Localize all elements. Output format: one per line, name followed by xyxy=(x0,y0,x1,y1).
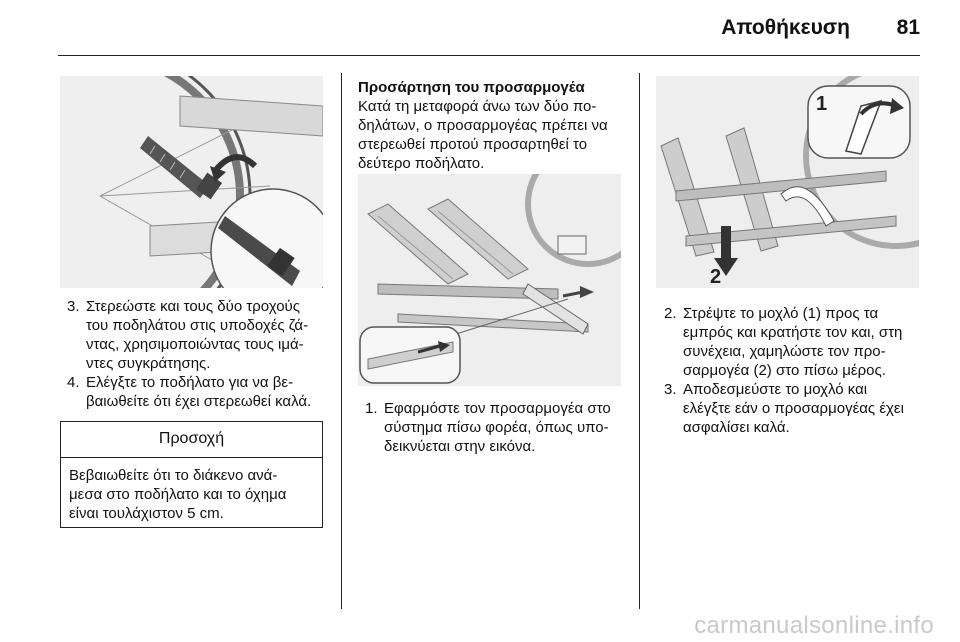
caution-title: Προσοχή xyxy=(61,422,322,458)
subheading: Προσάρτηση του προσαρμογέα xyxy=(358,79,585,96)
step-line: βαιωθείτε ότι έχει στερεωθεί καλά. xyxy=(86,393,312,410)
step-line: Εφαρμόστε τον προσαρμογέα στο xyxy=(384,400,611,417)
column-divider-left xyxy=(341,73,342,609)
paragraph-line: στερεωθεί προτού προσαρτηθεί το xyxy=(358,136,588,153)
step-line: ντας, χρησιμοποιώντας τους ιμά- xyxy=(86,336,304,353)
watermark: carmanualsonline.info xyxy=(694,612,934,639)
caution-line: μεσα στο ποδήλατο και το όχημα xyxy=(69,486,287,503)
step-line: σαρμογέα (2) στο πίσω μέρος. xyxy=(683,362,886,379)
step-line: συνέχεια, χαμηλώστε τον προ- xyxy=(683,343,886,360)
step-line: ντες συγκράτησης. xyxy=(86,355,211,372)
step-number: 3. xyxy=(664,381,677,398)
caution-box xyxy=(60,421,323,528)
caution-line: είναι τουλάχιστον 5 cm. xyxy=(69,505,224,522)
step-line: Αποδεσμεύστε το μοχλό και xyxy=(683,381,868,398)
paragraph-line: Κατά τη μεταφορά άνω των δύο πο- xyxy=(358,98,597,115)
step-line: σύστημα πίσω φορέα, όπως υπο- xyxy=(384,419,609,436)
figure-adapter-attach xyxy=(358,174,621,386)
paragraph-line: δεύτερο ποδήλατο. xyxy=(358,155,485,172)
caution-line: Βεβαιωθείτε ότι το διάκενο ανά- xyxy=(69,467,278,484)
figure-lever-adapter xyxy=(656,76,919,288)
step-line: Στερεώστε και τους δύο τροχούς xyxy=(86,298,300,315)
section-title: Αποθήκευση xyxy=(721,16,850,39)
figure-wheel-strap xyxy=(60,76,323,288)
step-line: Στρέψτε το μοχλό (1) προς τα xyxy=(683,305,879,322)
callout-2: 2 xyxy=(710,266,722,288)
step-line: εμπρός και κρατήστε τον και, στη xyxy=(683,324,903,341)
step-number: 3. xyxy=(67,298,80,315)
step-line: ασφαλίσει καλά. xyxy=(683,419,790,436)
step-line: ελέγξτε εάν ο προσαρμογέας έχει xyxy=(683,400,904,417)
step-number: 4. xyxy=(67,374,80,391)
step-line: του ποδηλάτου στις υποδοχές ζά- xyxy=(86,317,309,334)
step-line: Ελέγξτε το ποδήλατο για να βε- xyxy=(86,374,294,391)
step-number: 2. xyxy=(664,305,677,322)
header-rule xyxy=(58,55,920,56)
intro-paragraph xyxy=(358,97,628,173)
page-number: 81 xyxy=(896,16,920,39)
column-divider-right xyxy=(639,73,640,609)
step-line: δεικνύεται στην εικόνα. xyxy=(384,438,536,455)
step-number: 1. xyxy=(365,400,378,417)
callout-1: 1 xyxy=(816,93,828,115)
paragraph-line: δηλάτων, ο προσαρμογέας πρέπει να xyxy=(358,117,608,134)
